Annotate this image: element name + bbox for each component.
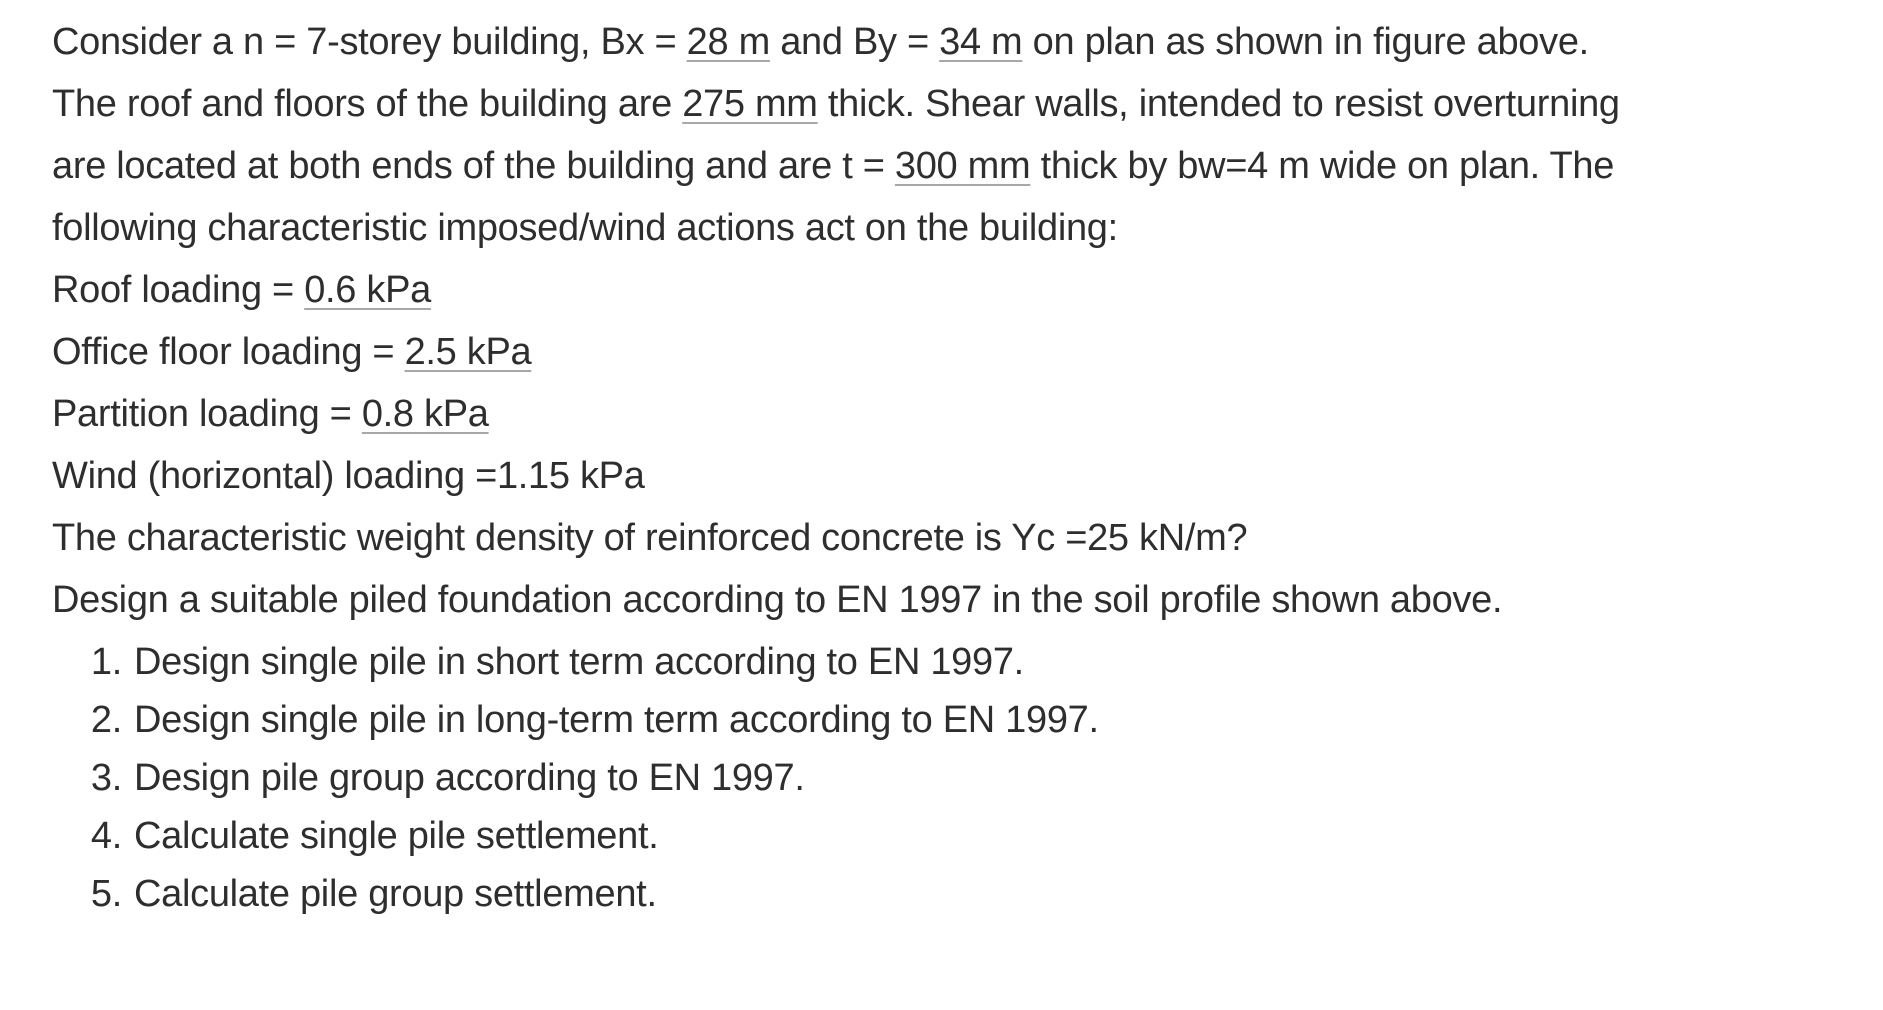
list-item: [52, 753, 1883, 811]
list-number: 2.: [90, 699, 122, 741]
text: on plan as shown in figure above.: [1022, 21, 1589, 63]
list-text: Calculate pile group settlement.: [134, 873, 657, 915]
list-item: [52, 637, 1883, 695]
text: are located at both ends of the building and are t =: [52, 145, 895, 187]
list-item: [52, 695, 1883, 753]
partition-loading-value: 0.8 kPa: [361, 393, 489, 435]
list-text: Design single pile in long-term term according to EN 1997.: [134, 699, 1099, 741]
list-item: [52, 811, 1883, 869]
floor-thickness-value: 275 mm: [682, 83, 818, 125]
list-text: Design pile group according to EN 1997.: [134, 757, 805, 799]
list-text: Calculate single pile settlement.: [134, 815, 659, 857]
bx-value: 28 m: [686, 21, 770, 63]
task-line: Design a suitable piled foundation according to EN 1997 in the soil profile shown above.: [52, 579, 1503, 621]
list-number: 3.: [90, 757, 122, 799]
density-line: The characteristic weight density of reinforced concrete is Yc =25 kN/m?: [52, 517, 1248, 559]
office-loading-value: 2.5 kPa: [404, 331, 532, 373]
roof-loading-line: [52, 265, 1883, 327]
text: Consider a n = 7-storey building, Bx =: [52, 21, 687, 63]
text: thick by bw=4 m wide on plan. The: [1030, 145, 1615, 187]
text: The roof and floors of the building are: [52, 83, 683, 125]
by-value: 34 m: [939, 21, 1023, 63]
task-list: [52, 637, 1883, 927]
list-item: [52, 869, 1883, 927]
paragraph-line-4: following characteristic imposed/wind actions act on the building:: [52, 207, 1118, 249]
paragraph-line-1: [52, 17, 1883, 79]
partition-loading-label: Partition loading =: [52, 393, 362, 435]
list-text: Design single pile in short term according to EN 1997.: [134, 641, 1024, 683]
text: thick. Shear walls, intended to resist overturning: [817, 83, 1620, 125]
roof-loading-label: Roof loading =: [52, 269, 305, 311]
paragraph-line-2: [52, 79, 1883, 141]
list-number: 5.: [90, 873, 122, 915]
roof-loading-value: 0.6 kPa: [304, 269, 431, 311]
text: and By =: [769, 21, 940, 63]
list-number: 1.: [90, 641, 122, 683]
list-number: 4.: [90, 815, 122, 857]
office-loading-line: [52, 327, 1883, 389]
partition-loading-line: [52, 389, 1883, 451]
office-loading-label: Office floor loading =: [52, 331, 405, 373]
wind-loading-line: Wind (horizontal) loading =1.15 kPa: [52, 455, 645, 497]
wall-thickness-value: 300 mm: [894, 145, 1031, 187]
paragraph-line-3: [52, 141, 1883, 203]
